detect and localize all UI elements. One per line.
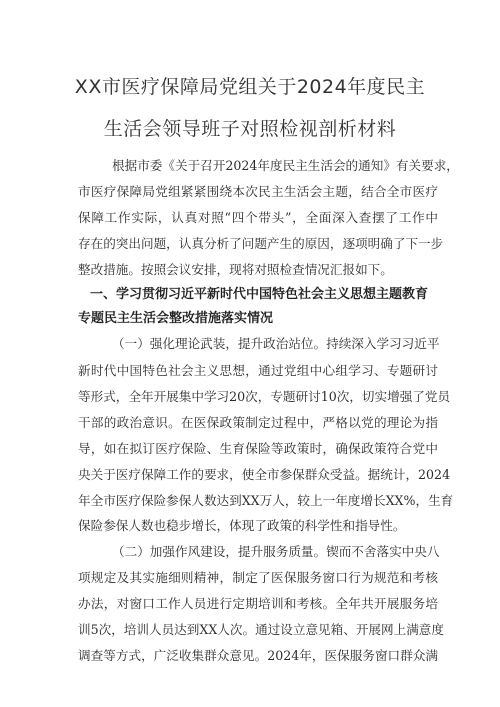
paragraph-line: 调查等方式，广泛收集群众意见。2024年，医保服务窗口群众满 xyxy=(78,648,438,663)
paragraph-line: 新时代中国特色社会主义思想，通过党组中心组学习、专题研讨 xyxy=(78,363,438,378)
paragraph-line: 年全市医疗保险参保人数达到XX万人，较上一年度增长XX%，生育 xyxy=(78,493,454,508)
paragraph-line: 项规定及其实施细则精神，制定了医保服务窗口行为规范和考核 xyxy=(78,570,438,585)
paragraph-line: 保险参保人数也稳步增长，体现了政策的科学性和指导性。 xyxy=(78,518,406,533)
paragraph-line: 等形式，全年开展集中学习20次，专题研讨10次，切实增强了党员 xyxy=(78,389,451,404)
paragraph-line: （一）强化理论武装，提升政治站位。持续深入学习习近平 xyxy=(112,336,440,351)
section-heading-line-1: 一、学习贯彻习近平新时代中国特色社会主义思想主题教育 xyxy=(90,287,429,302)
intro-line: 存在的突出问题，认真分析了问题产生的原因，逐项明确了下一步 xyxy=(78,236,444,251)
paragraph-line: （二）加强作风建设，提升服务质量。锲而不舍落实中央八 xyxy=(112,544,440,559)
paragraph-line: 干部的政治意识。在医保政策制定过程中，严格以党的理论为指 xyxy=(78,415,438,430)
paragraph-line: 办法，对窗口工作人员进行定期培训和考核。全年共开展服务培 xyxy=(78,596,438,611)
intro-line: 整改措施。按照会议安排，现将对照检查情况汇报如下。 xyxy=(78,262,393,277)
document-title-line-1: XX市医疗保障局党组关于2024年度民主 xyxy=(74,76,426,98)
paragraph-line: 训5次，培训人员达到XX人次。通过设立意见箱、开展网上满意度 xyxy=(78,622,444,637)
section-heading-line-2: 专题民主生活会整改措施落实情况 xyxy=(78,311,274,326)
paragraph-line: 央关于医疗保障工作的要求，使全市参保群众受益。据统计，2024 xyxy=(78,467,451,482)
intro-line: 根据市委《关于召开2024年度民主生活会的通知》有关要求， xyxy=(112,158,459,173)
document-title-line-2: 生活会领导班子对照检视剖析材料 xyxy=(103,118,397,140)
intro-line: 保障工作实际，认真对照“四个带头”，全面深入查摆了工作中 xyxy=(78,210,438,225)
paragraph-line: 导，如在拟订医疗保险、生育保险等政策时，确保政策符合党中 xyxy=(78,441,438,456)
intro-line: 市医疗保障局党组紧紧围绕本次民主生活会主题，结合全市医疗 xyxy=(78,184,438,199)
